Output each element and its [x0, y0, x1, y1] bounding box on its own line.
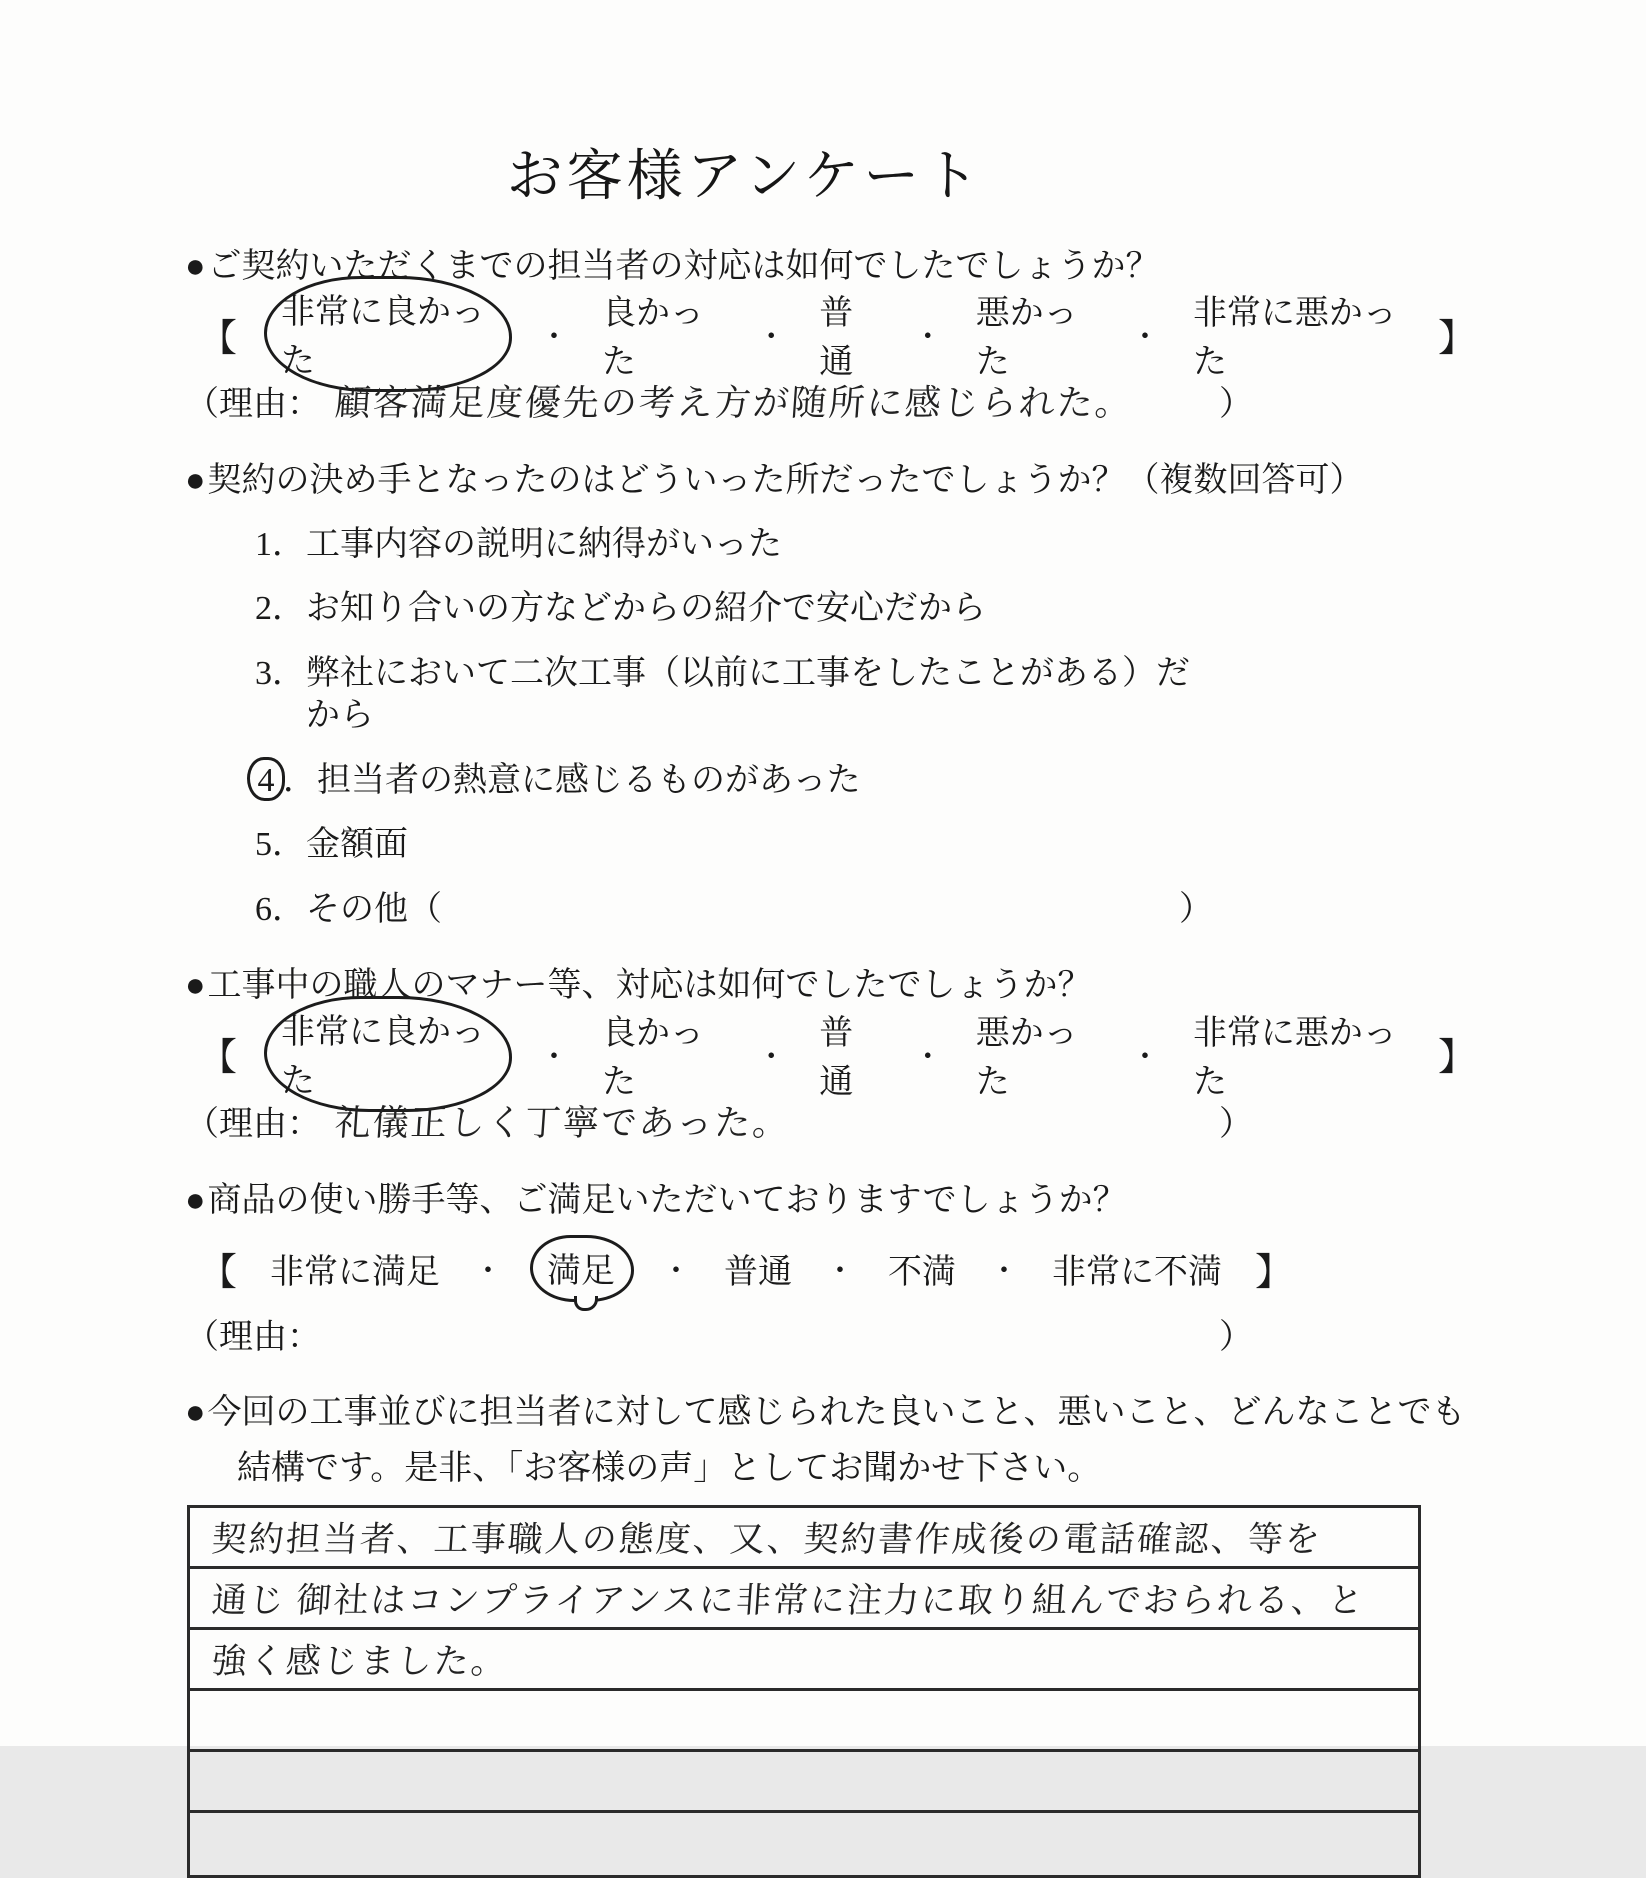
dot-separator: ・: [756, 1040, 787, 1074]
question-2: [185, 460, 1476, 501]
comment-handwritten-line-1: 契約担当者、工事職人の態度、又、契約書作成後の電話確認、等を: [210, 1520, 1324, 1560]
reason-close-paren: ）: [1219, 1105, 1253, 1143]
list-item-1: [255, 524, 1213, 567]
item-number: 6: [255, 890, 272, 928]
question-1-reason-handwritten: 顧客満足度優先の考え方が随所に感じられた。: [333, 383, 1135, 424]
question-5: [185, 1392, 1476, 1433]
item-dot: ．: [283, 761, 317, 799]
bracket-close: 】: [1437, 1037, 1476, 1080]
reason-label: （理由：: [185, 1105, 321, 1143]
option-q4-satisfied-selected: 満足: [530, 1235, 634, 1302]
option-q3-normal: 普通: [819, 1014, 854, 1101]
bullet-icon: ●: [185, 1394, 206, 1432]
dot-separator: ・: [825, 1255, 856, 1289]
page-title: お客様アンケート: [506, 144, 984, 207]
item-dot: ．: [272, 826, 306, 864]
item-close-paren: ）: [1179, 890, 1213, 928]
dot-separator: ・: [1129, 321, 1160, 355]
option-q3-bad: 悪かった: [975, 1014, 1078, 1101]
comment-row-5-empty: [190, 1752, 1418, 1813]
customer-voice-comment-box: [187, 1505, 1421, 1878]
bullet-icon: ●: [185, 967, 206, 1005]
item-label: お知り合いの方などからの紹介で安心だから: [306, 590, 986, 628]
dot-separator: ・: [756, 321, 787, 355]
comment-row-1: [190, 1508, 1418, 1569]
comment-row-2: [190, 1569, 1418, 1630]
option-q3-very-bad: 非常に悪かった: [1192, 1014, 1397, 1101]
comment-row-4-empty: [190, 1691, 1418, 1752]
dot-separator: ・: [1129, 1040, 1160, 1074]
question-5-text-line1: 今回の工事並びに担当者に対して感じられた良いこと、悪いこと、どんなことでも: [207, 1394, 1466, 1432]
option-q4-dissatisfied: 不満: [888, 1253, 957, 1291]
comment-handwritten-line-2: 通じ 御社はコンプライアンスに非常に注力に取り組んでおられる、と: [210, 1581, 1367, 1621]
question-3-reason-handwritten: 礼儀正しく丁寧であった。: [333, 1102, 792, 1143]
question-1-text: ご契約いただくまでの担当者の対応は如何でしたでしょうか？: [207, 248, 1160, 285]
dot-separator: ・: [912, 1040, 943, 1074]
option-q3-good: 良かった: [602, 1014, 705, 1101]
option-q1-very-good-selected: 非常に良かった: [264, 276, 512, 392]
question-3-text: 工事中の職人のマナー等、対応は如何でしたでしょうか？: [207, 967, 1092, 1005]
list-item-4-selected: [255, 760, 1213, 803]
question-4-reason-line: [185, 1309, 1253, 1358]
question-5-text-line2: 結構です。是非、「お客様の声」としてお聞かせ下さい。: [237, 1449, 1102, 1487]
item-dot: ．: [272, 890, 306, 928]
list-item-5: [255, 824, 1213, 867]
item-label: 工事内容の説明に納得がいった: [306, 525, 782, 563]
dot-separator: ・: [473, 1255, 504, 1289]
item-label: 金額面: [306, 826, 408, 864]
option-q4-very-satisfied: 非常に満足: [270, 1253, 441, 1291]
reason-close-paren: ）: [1219, 386, 1253, 424]
bracket-open: 【: [199, 1251, 238, 1294]
question-2-text: 契約の決め手となったのはどういった所だったでしょうか？（複数回答可）: [207, 462, 1364, 500]
option-q4-very-dissatisfied: 非常に不満: [1052, 1253, 1223, 1291]
item-dot: ．: [272, 525, 306, 563]
item-number-circled: 4: [247, 757, 285, 801]
item-dot: ．: [272, 654, 306, 692]
option-q1-very-bad: 非常に悪かった: [1192, 295, 1397, 382]
comment-handwritten-line-3: 強く感じました。: [210, 1642, 510, 1682]
dot-separator: ・: [912, 321, 943, 355]
question-4-options: [185, 1237, 1476, 1299]
item-number: 3: [255, 654, 272, 692]
option-q1-bad: 悪かった: [975, 295, 1078, 382]
question-3-options: [185, 1013, 1476, 1101]
item-label: 弊社において二次工事（以前に工事をしたことがある）だから: [306, 654, 1190, 735]
list-item-2: [255, 588, 1213, 631]
reason-label: （理由：: [185, 1319, 321, 1357]
bullet-icon: ●: [185, 248, 206, 285]
comment-row-3: [190, 1630, 1418, 1691]
reason-label: （理由：: [185, 386, 321, 424]
comment-row-6-empty: [190, 1813, 1418, 1875]
list-item-6: [255, 889, 1213, 932]
bracket-open: 【: [199, 1037, 238, 1080]
dot-separator: ・: [539, 321, 570, 355]
item-number: 2: [255, 590, 272, 628]
bracket-close: 】: [1437, 317, 1476, 360]
item-label: 担当者の熱意に感じるものがあった: [317, 761, 861, 799]
dot-separator: ・: [989, 1255, 1020, 1289]
question-1-options: [185, 294, 1476, 382]
option-q3-very-good-selected: 非常に良かった: [264, 996, 512, 1112]
bracket-close: 】: [1255, 1251, 1294, 1294]
question-1-reason-line: [185, 375, 1253, 426]
question-4-text: 商品の使い勝手等、ご満足いただいておりますでしょうか？: [207, 1181, 1127, 1219]
bullet-icon: ●: [185, 462, 206, 500]
option-q1-good: 良かった: [602, 295, 705, 382]
bracket-open: 【: [199, 317, 238, 360]
item-label: その他（: [306, 890, 442, 928]
dot-separator: ・: [661, 1255, 692, 1289]
question-4: [185, 1180, 1476, 1221]
option-q1-normal: 普通: [819, 295, 854, 382]
item-number: 1: [255, 525, 272, 563]
item-number: 5: [255, 826, 272, 864]
dot-separator: ・: [539, 1040, 570, 1074]
reason-close-paren: ）: [1219, 1319, 1253, 1357]
option-q4-normal: 普通: [724, 1253, 793, 1291]
item-dot: ．: [272, 590, 306, 628]
list-item-3: [255, 653, 1213, 738]
question-2-item-list: [185, 524, 1476, 932]
bullet-icon: ●: [185, 1181, 206, 1219]
